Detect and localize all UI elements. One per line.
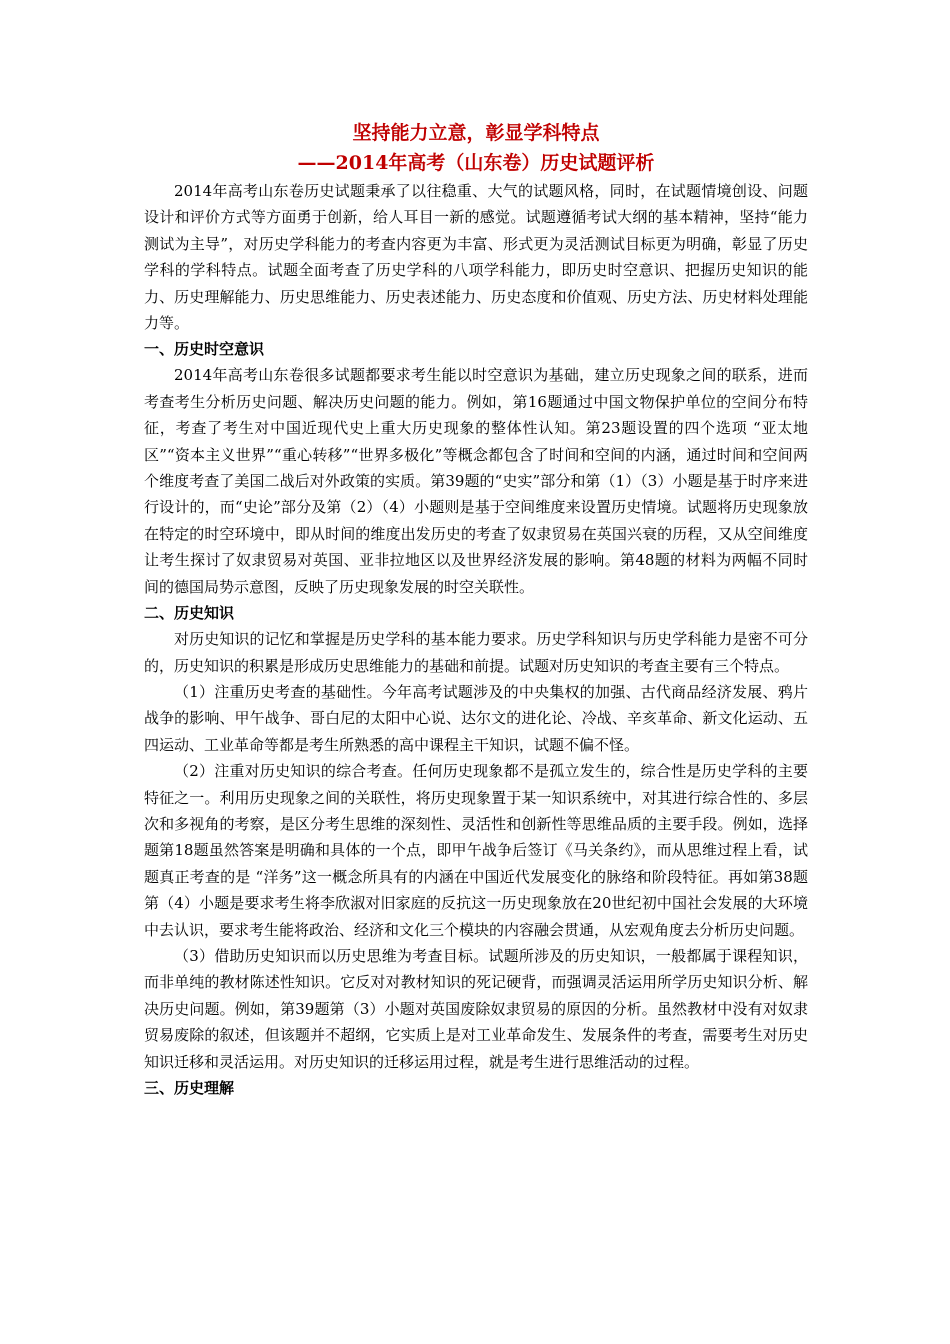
section1-paragraph: 2014年高考山东卷很多试题都要求考生能以时空意识为基础，建立历史现象之间的联系，进而考查考生分析历史问题、解决历史问题的能力。例如，第16题通过中国文物保护单位的空间分布特征，考查了考生对中国近现代史上重大历史现象的整体性认知。第23题设置的四个选项 “亚太地区”“资本主义世界”“重心转移”“世界多极化”等概念都包含了时间和空间的内涵，通过时间和空间两个维度考查了美国二战后对外政策的实质。第39题的“史实”部分和第（1）（3）小题是基于时序来进行设计的，而“史论”部分及第（2）（4）小题则是基于空间维度来设置历史情境。试题将历史现象放在特定的时空环境中，即从时间的维度出发历史的考查了奴隶贸易在英国兴衰的历程，又从空间维度让考生探讨了奴隶贸易对英国、亚非拉地区以及世界经济发展的影响。第48题的材料为两幅不同时间的德国局势示意图，反映了历史现象发展的时空关联性。 — [144, 366, 808, 596]
section2-paragraph-1: 对历史知识的记忆和掌握是历史学科的基本能力要求。历史学科知识与历史学科能力是密不可分的，历史知识的积累是形成历史思维能力的基础和前提。试题对历史知识的考查主要有三个特点。 — [144, 630, 808, 675]
section-heading-spatiotemporal: 一、历史时空意识 — [144, 340, 265, 359]
section2-paragraph-3: （2）注重对历史知识的综合考查。任何历史现象都不是孤立发生的，综合性是历史学科的主要特征之一。利用历史现象之间的关联性，将历史现象置于某一知识系统中，对其进行综合性的、多层次和多视角的考察，是区分考生思维的深刻性、灵活性和创新性等思维品质的主要手段。例如，选择题第18题虽然答案是明确和具体的一个点，即甲午战争后签订《马关条约》，而从思维过程上看，试题真正考查的是 “洋务”这一概念所具有的内涵在中国近代发展变化的脉络和阶段特征。再如第38题第（4）小题是要求考生将李欣淑对旧家庭的反抗这一历史现象放在20世纪初中国社会发展的大环境中去认识，要求考生能将政治、经济和文化三个模块的内容融会贯通，从宏观角度去分析历史问题。 — [144, 762, 808, 939]
document-page — [144, 118, 808, 1101]
section2-paragraph-4: （3）借助历史知识而以历史思维为考查目标。试题所涉及的历史知识，一般都属于课程知识，而非单纯的教材陈述性知识。它反对对教材知识的死记硬背，而强调灵活运用所学历史知识分析、解决历史问题。例如，第39题第（3）小题对英国废除奴隶贸易的原因的分析。虽然教材中没有对奴隶贸易废除的叙述，但该题并不超纲，它实质上是对工业革命发生、发展条件的考查，需要考生对历史知识迁移和灵活运用。对历史知识的迁移运用过程，就是考生进行思维活动的过程。 — [144, 946, 808, 1071]
document-subtitle: ——2014年高考（山东卷）历史试题评析 — [297, 152, 655, 174]
intro-paragraph: 2014年高考山东卷历史试题秉承了以往稳重、大气的试题风格，同时，在试题情境创设、问题设计和评价方式等方面勇于创新，给人耳目一新的感觉。试题遵循考试大纲的基本精神，坚持“能力测试为主导”，对历史学科能力的考查内容更为丰富、形式更为灵活测试目标更为明确，彰显了历史学科的学科特点。试题全面考查了历史学科的八项学科能力，即历史时空意识、把握历史知识的能力、历史理解能力、历史思维能力、历史表述能力、历史态度和价值观、历史方法、历史材料处理能力等。 — [144, 182, 808, 333]
section-heading-knowledge: 二、历史知识 — [144, 604, 235, 623]
section2-paragraph-2: （1）注重历史考查的基础性。今年高考试题涉及的中央集权的加强、古代商品经济发展、鸦片战争的影响、甲午战争、哥白尼的太阳中心说、达尔文的进化论、冷战、辛亥革命、新文化运动、五四运动、工业革命等都是考生所熟悉的高中课程主干知识，试题不偏不怪。 — [144, 682, 808, 754]
document-title: 坚持能力立意，彰显学科特点 — [352, 122, 600, 144]
section-heading-understanding: 三、历史理解 — [144, 1079, 235, 1097]
